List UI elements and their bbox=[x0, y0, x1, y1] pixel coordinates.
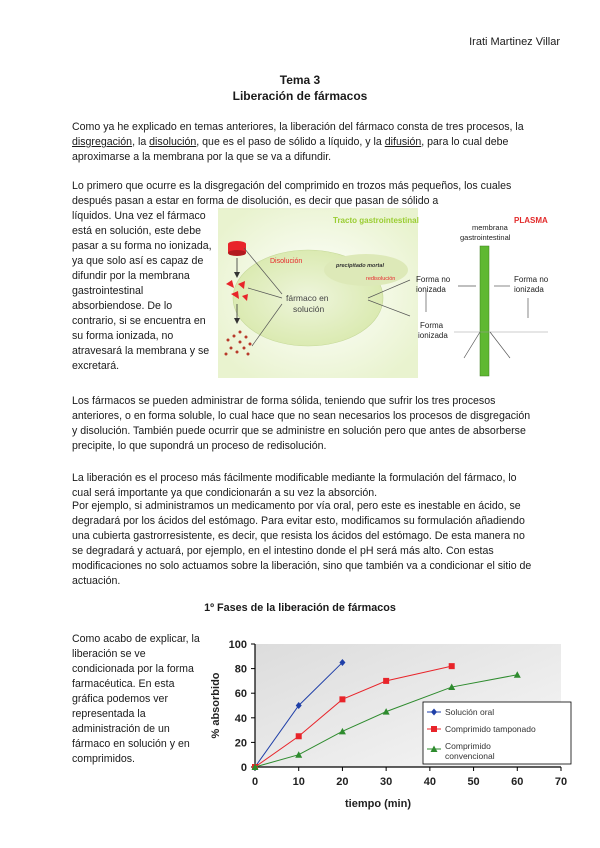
y-tick-label: 0 bbox=[240, 762, 247, 774]
disolucion-label: Disolución bbox=[270, 258, 303, 265]
y-tick-label: 60 bbox=[234, 688, 247, 701]
farmaco-label-1: fármaco en bbox=[286, 293, 329, 303]
x-tick-label: 70 bbox=[554, 776, 568, 788]
x-tick-label: 40 bbox=[423, 776, 436, 788]
term-disolucion: disolución bbox=[149, 136, 197, 148]
legend-label-2-b: convencional bbox=[445, 751, 495, 761]
paragraph-2-lead: Lo primero que ocurre es la disgregación del comprimido en trozos más pequeños, los cuales después pasan a estar en forma de disolución, es decir que pasan de sólido a bbox=[72, 180, 512, 207]
precipitado-label: precipitado mortal bbox=[336, 263, 384, 269]
x-tick-label: 30 bbox=[380, 776, 393, 788]
x-axis-label: tiempo (min) bbox=[345, 798, 411, 810]
forma-no-ionizada-1b: ionizada bbox=[416, 285, 446, 294]
x-tick-label: 50 bbox=[467, 776, 480, 788]
forma-no-ionizada-2a: Forma no bbox=[514, 275, 549, 284]
intro-text-3: , que es el paso de sólido a líquido, y la bbox=[196, 136, 385, 148]
legend-label-0: Solución oral bbox=[445, 707, 495, 717]
y-tick-label: 100 bbox=[228, 639, 247, 651]
paragraph-2-side: líquidos. Una vez el fármaco está en solución, este debe pasar a su forma no ionizada, ya que solo así es capaz de difundir por la membrana gastrointestinal absorbiendose. De lo contrario, si se encuentra en su forma ionizada, no atravesará la membrana y se excretará. bbox=[72, 210, 212, 372]
data-point-1-4 bbox=[449, 663, 455, 669]
data-point-1-1 bbox=[296, 733, 302, 739]
section-title: 1º Fases de la liberación de fármacos bbox=[204, 602, 396, 614]
forma-no-ionizada-1a: Forma no bbox=[416, 275, 451, 284]
intro-paragraph bbox=[72, 120, 532, 165]
x-tick-label: 60 bbox=[511, 776, 524, 788]
intro-text-4: , para lo cual debe aproximarse a la membrana por la que se va a difundir. bbox=[72, 136, 509, 163]
membrana-label-2: gastrointestinal bbox=[460, 233, 511, 242]
author-name: Irati Martinez Villar bbox=[469, 36, 560, 48]
y-axis-label: % absorbido bbox=[210, 672, 222, 739]
chart-side-text: Como acabo de explicar, la liberación se ve condicionada por la forma farmacéutica. En esta gráfica podemos ver representada la administración de un fármaco en solución y en comprimidos. bbox=[72, 633, 200, 765]
liberation-diagram bbox=[218, 208, 563, 378]
page-title bbox=[0, 72, 600, 104]
term-disgregacion: disgregación bbox=[72, 136, 133, 148]
x-tick-label: 0 bbox=[251, 776, 259, 788]
y-tick-label: 40 bbox=[234, 712, 247, 725]
term-difusion: difusión bbox=[384, 136, 422, 148]
x-tick-label: 20 bbox=[336, 776, 349, 788]
arrow-excrete-1 bbox=[464, 332, 480, 358]
legend-label-2: Comprimido bbox=[445, 741, 491, 751]
paragraph-3: Los fármacos se pueden administrar de forma sólida, teniendo que sufrir los tres procesos anteriores, o en forma soluble, lo cual hace que no sean necesarios los procesos de disgregación y disolución. También puede ocurrir que se administre en solución pero que antes de absorberse precipite, lo que supondrá un proceso de redisolución. bbox=[72, 395, 531, 452]
paragraph-5: Por ejemplo, si administramos un medicamento por vía oral, pero este es inestable en ácido, se degradará por los ácidos del estómago. Para evitar esto, modificamos su formulación añadiendo una cubierta gastrorresistente, es decir, que resista los ácidos del estómago. De esta manera no se degradará y actuará, por ejemplo, en el intestino donde el pH será más alto. Con estas modificaciones no solo actuamos sobre la liberación, sino que también va a condicionar el sitio de actuación. bbox=[72, 500, 532, 587]
y-tick-label: 20 bbox=[234, 737, 247, 750]
membrane-bar bbox=[480, 246, 489, 376]
plasma-label: PLASMA bbox=[514, 216, 548, 225]
forma-ionizada-a: Forma bbox=[420, 321, 444, 330]
arrow-excrete-2 bbox=[490, 332, 510, 358]
intro-text-1: Como ya he explicado en temas anteriores, la liberación del fármaco consta de tres procesos, la bbox=[72, 121, 524, 133]
tablet-bottom bbox=[228, 250, 246, 256]
legend-label-1: Comprimido tamponado bbox=[445, 724, 536, 734]
legend-marker-1 bbox=[431, 726, 437, 732]
farmaco-label-2: solución bbox=[293, 304, 325, 314]
intro-text-2: , la bbox=[132, 136, 150, 148]
redisolucion-label: redisolución bbox=[366, 276, 396, 282]
title-line-1: Tema 3 bbox=[279, 73, 321, 87]
absorption-chart bbox=[205, 632, 575, 814]
paragraph-4: La liberación es el proceso más fácilmente modificable mediante la formulación del fármaco, lo cual será importante ya que condicionarán a su vez la absorción. bbox=[72, 472, 517, 499]
x-tick-label: 10 bbox=[292, 776, 305, 788]
forma-no-ionizada-2b: ionizada bbox=[514, 285, 544, 294]
forma-ionizada-b: ionizada bbox=[418, 331, 448, 340]
y-tick-label: 80 bbox=[234, 663, 247, 676]
membrana-label-1: membrana bbox=[472, 223, 508, 232]
data-point-1-3 bbox=[383, 678, 389, 684]
title-line-2: Liberación de fármacos bbox=[232, 89, 368, 103]
tracto-label: Tracto gastrointestinal bbox=[333, 216, 419, 225]
data-point-1-2 bbox=[339, 696, 345, 702]
